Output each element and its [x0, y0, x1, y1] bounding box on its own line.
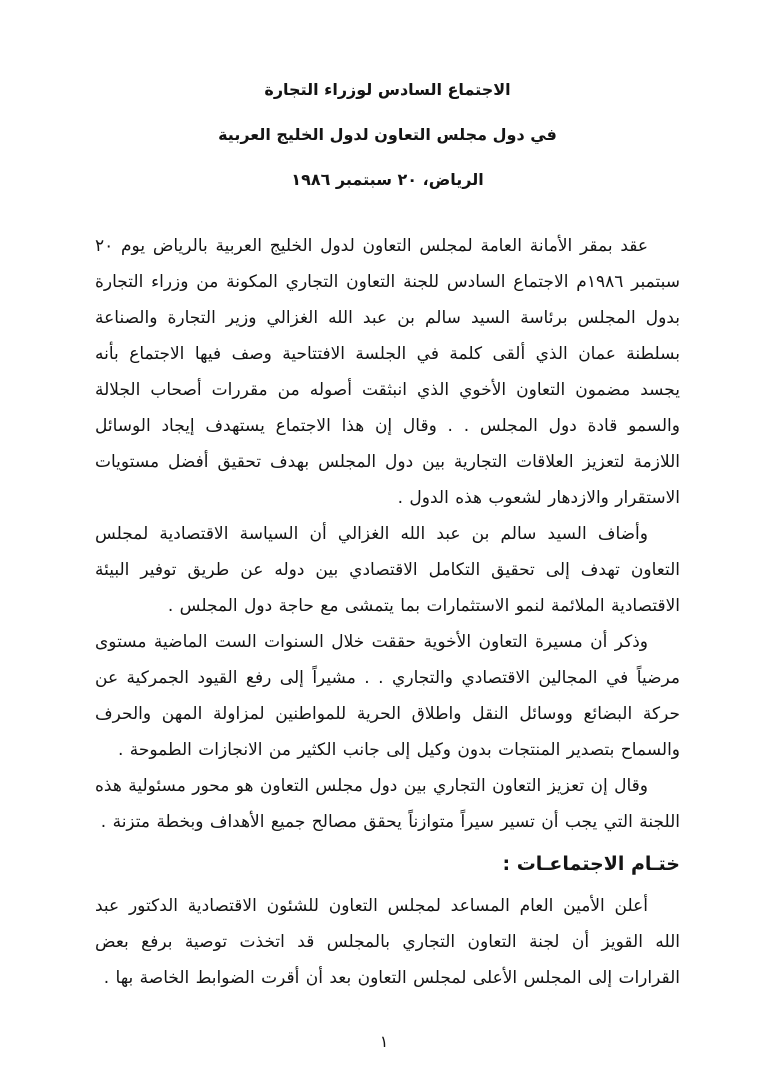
document-body: [95, 228, 680, 996]
section-heading-closing: ختـام الاجتماعـات :: [502, 853, 680, 875]
paragraph-opening: عقد بمقر الأمانة العامة لمجلس التعاون لدول الخليج العربية بالرياض يوم ٢٠ سبتمبر ١٩٨٦م الاجتماع السادس للجنة التعاون التجاري المكونة من وزراء التجارة بدول المجلس برئاسة السيد سالم بن عبد الله الغزالي وزير التجارة والصناعة بسلطنة عمان الذي ألقى كلمة في الجلسة الافتتاحية وصف فيها الاجتماع بأنه يجسد مضمون التعاون الأخوي الذي انبثقت أصوله من مقررات أصحاب الجلالة والسمو قادة دول المجلس . . وقال إن هذا الاجتماع يستهدف إيجاد الوسائل اللازمة لتعزيز العلاقات التجارية بين دول المجلس بهدف تحقيق أفضل مستويات الاستقرار والازدهار لشعوب هذه الدول .: [95, 236, 681, 508]
paragraph-closing-announcement: أعلن الأمين العام المساعد لمجلس التعاون للشئون الاقتصادية الدكتور عبد الله القويز أن لجنة التعاون التجاري بالمجلس قد اتخذت توصية برفع بعض القرارات إلى المجلس الأعلى لمجلس التعاون بعد أن أقرت الضوابط الخاصة بها .: [95, 896, 680, 988]
page-number: ١: [379, 1032, 389, 1051]
document-title-line-1: الاجتماع السادس لوزراء التجارة: [264, 80, 511, 99]
paragraph-committee-responsibility: وقال إن تعزيز التعاون التجاري بين دول مجلس التعاون هو محور مسئولية هذه اللجنة التي يجب أن تسير سيراً متوازناً يحقق مصالح جميع الأهداف وبخطة متزنة .: [95, 776, 680, 832]
document-title-line-3: الرياض، ٢٠ سبتمبر ١٩٨٦: [291, 170, 484, 189]
document-title-line-2: في دول مجلس التعاون لدول الخليج العربية: [218, 125, 557, 144]
paragraph-economic-policy: وأضاف السيد سالم بن عبد الله الغزالي أن السياسة الاقتصادية لمجلس التعاون تهدف إلى تحقيق التكامل الاقتصادي بين دوله عن طريق توفير البيئة الاقتصادية الملائمة لنمو الاستثمارات بما يتمشى مع حاجة دول المجلس .: [95, 524, 680, 616]
document-header: [95, 82, 680, 188]
paragraph-cooperation-progress: وذكر أن مسيرة التعاون الأخوية حققت خلال السنوات الست الماضية مستوى مرضياً في المجالين الاقتصادي والتجاري . . مشيراً إلى رفع القيود الجمركية عن حركة البضائع ووسائل النقل واطلاق الحرية للمواطنين لمزاولة المهن والحرف والسماح بتصدير المنتجات بدون وكيل إلى جانب الكثير من الانجازات الطموحة .: [95, 632, 680, 760]
